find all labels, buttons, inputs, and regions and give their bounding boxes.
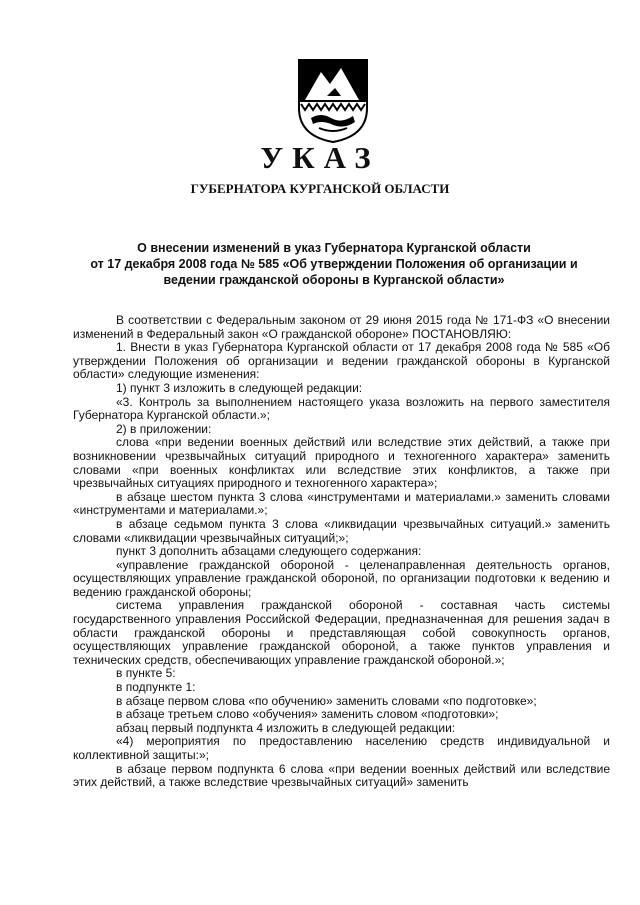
body-paragraph: в абзаце шестом пункта 3 слова «инструментами и материалами.» заменить словами «инструментами и материалами.»;: [73, 489, 610, 518]
decree-title: УКАЗ: [260, 140, 380, 175]
body-paragraph: «4) мероприятия по предоставлению населению средств индивидуальной и коллективной защиты:»;: [73, 734, 610, 762]
body-paragraph: абзац первый подпункта 4 изложить в следующей редакции:: [116, 720, 456, 735]
coat-of-arms-emblem: [297, 58, 369, 144]
body-paragraph: в абзаце первом слова «по обучению» заменить словами «по подготовке»;: [116, 693, 537, 708]
body-paragraph: система управления гражданской обороной - составная часть системы государственного управления Российской Федерации, предназначенная для решения задач в области гражданской обороны и представляющая собой совокупность органов, осуществляющих управление гражданской обороной, а также пунктов управления и технических средств, обеспечивающих управление гражданской обороной.»;: [73, 598, 610, 667]
document-body: [73, 314, 610, 790]
heading-line: от 17 декабря 2008 года № 585 «Об утверждении Положения об организации и: [90, 257, 578, 271]
body-paragraph: «управление гражданской обороной - целенаправленная деятельность органов, осуществляющих управление гражданской обороной, по организации подготовки к ведению и ведению гражданской обороны;: [73, 557, 610, 599]
document-heading: [64, 240, 604, 288]
body-paragraph: в абзаце седьмом пункта 3 слова «ликвидации чрезвычайных ситуаций.» заменить словами «ликвидации чрезвычайных ситуаций;»;: [73, 516, 610, 545]
decree-issuer: ГУБЕРНАТОРА КУРГАНСКОЙ ОБЛАСТИ: [190, 181, 450, 196]
body-paragraph: 2) в приложении:: [116, 421, 212, 436]
body-paragraph: слова «при ведении военных действий или вследствие этих действий, а также при возникновении чрезвычайных ситуаций природного и техногенного характера» заменить словами «при военных конфликтах или вследствие этих конфликтов, а также при чрезвычайных ситуациях природного и техногенного характера»;: [73, 435, 610, 491]
body-paragraph: в подпункте 1:: [116, 680, 196, 695]
heading-line: О внесении изменений в указ Губернатора Курганской области: [137, 241, 531, 255]
body-paragraph: пункт 3 дополнить абзацами следующего содержания:: [116, 544, 422, 559]
body-paragraph: В соответствии с Федеральным законом от 29 июня 2015 года № 171-ФЗ «О внесении изменений в Федеральный закон «О гражданской обороне» ПОСТАНОВЛЯЮ:: [73, 313, 610, 341]
body-paragraph: в пункте 5:: [116, 666, 176, 681]
body-paragraph: в абзаце третьем слово «обучения» заменить словом «подготовки»;: [116, 707, 499, 722]
body-paragraph: «3. Контроль за выполнением настоящего указа возложить на первого заместителя Губернатора Курганской области.»;: [73, 394, 610, 423]
heading-line: ведении гражданской обороны в Курганской области»: [163, 273, 505, 287]
body-paragraph: в абзаце первом подпункта 6 слова «при ведении военных действий или вследствие этих действий, а также вследствие чрезвычайных ситуаций» заменить: [73, 761, 610, 790]
body-paragraph: 1. Внести в указ Губернатора Курганской области от 17 декабря 2008 года № 585 «Об утверждении Положения об организации и ведении гражданской обороны в Курганской области» следующие изменения:: [73, 340, 610, 382]
body-paragraph: 1) пункт 3 изложить в следующей редакции:: [116, 380, 363, 395]
